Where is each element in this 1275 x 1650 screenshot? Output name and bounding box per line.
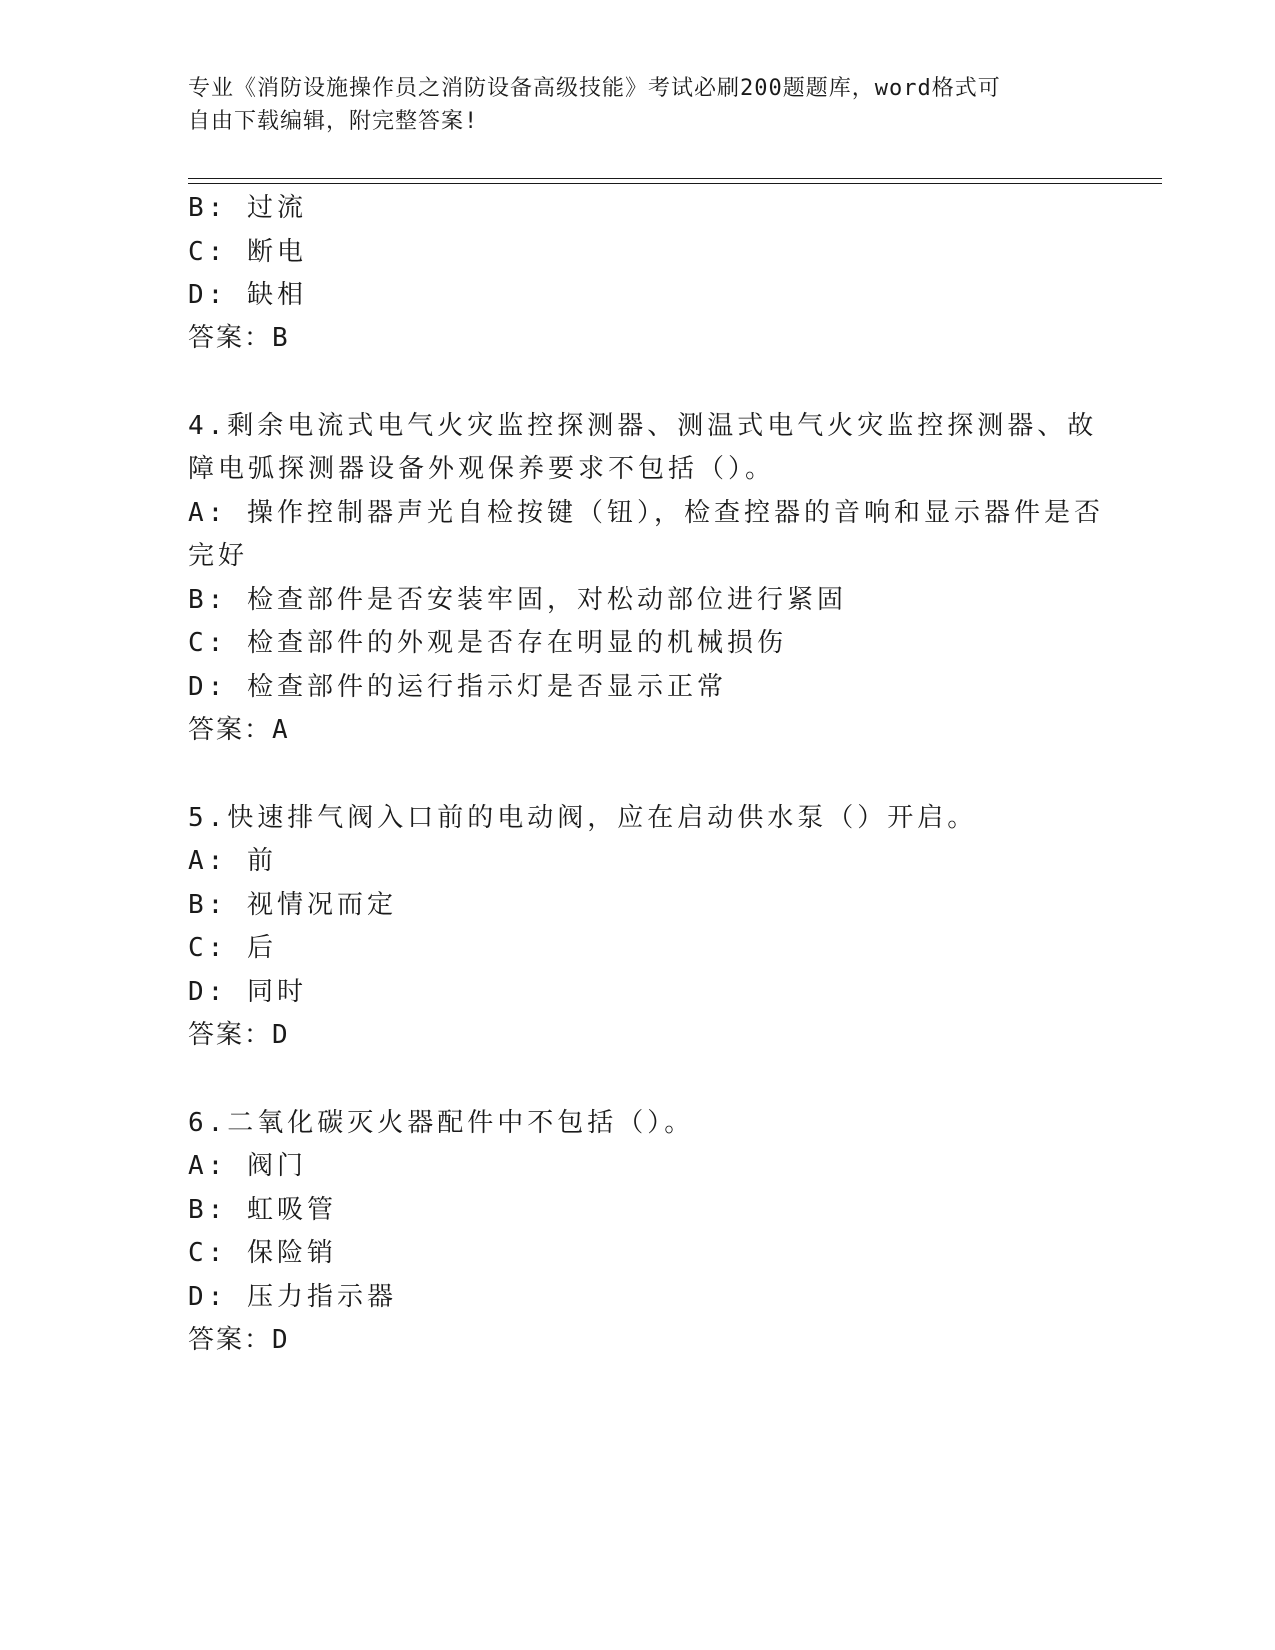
q5-option-a: A: 前 (188, 846, 277, 876)
q5-stem: 5.快速排气阀入口前的电动阀，应在启动供水泵（）开启。 (188, 803, 978, 833)
header-title-line-2: 自由下载编辑，附完整答案! (188, 109, 479, 134)
q5-option-d: D: 同时 (188, 977, 307, 1007)
q4-answer: 答案：A (188, 715, 290, 745)
header-divider-top (188, 178, 1162, 179)
q6-option-a: A: 阀门 (188, 1151, 307, 1181)
document-header (188, 72, 1088, 138)
q3-option-c: C: 断电 (188, 237, 307, 267)
q5-answer: 答案：D (188, 1020, 290, 1050)
q3-answer: 答案：B (188, 323, 290, 353)
q5-option-c: C: 后 (188, 933, 277, 963)
q3-option-d: D: 缺相 (188, 280, 307, 310)
q6-option-d: D: 压力指示器 (188, 1282, 397, 1312)
header-title-line-1: 专业《消防设施操作员之消防设备高级技能》考试必刷200题题库，word格式可 (188, 76, 1001, 101)
q4-option-c: C: 检查部件的外观是否存在明显的机械损伤 (188, 628, 787, 658)
q4-option-b: B: 检查部件是否安装牢固，对松动部位进行紧固 (188, 585, 847, 615)
q4-option-a-line-1: A: 操作控制器声光自检按键（钮），检查控器的音响和显示器件是否 (188, 498, 1104, 528)
q5-option-b: B: 视情况而定 (188, 890, 397, 920)
q4-stem-line-1: 4.剩余电流式电气火灾监控探测器、测温式电气火灾监控探测器、故 (188, 411, 1098, 441)
q6-answer: 答案：D (188, 1325, 290, 1355)
q6-option-c: C: 保险销 (188, 1238, 337, 1268)
q4-option-a-line-2: 完好 (188, 541, 249, 571)
q6-stem: 6.二氧化碳灭火器配件中不包括（）。 (188, 1108, 695, 1138)
header-divider-bottom (188, 183, 1162, 184)
q4-option-d: D: 检查部件的运行指示灯是否显示正常 (188, 672, 727, 702)
q3-option-b: B: 过流 (188, 193, 307, 223)
q4-stem-line-2: 障电弧探测器设备外观保养要求不包括（）。 (188, 454, 776, 484)
q6-option-b: B: 虹吸管 (188, 1195, 337, 1225)
